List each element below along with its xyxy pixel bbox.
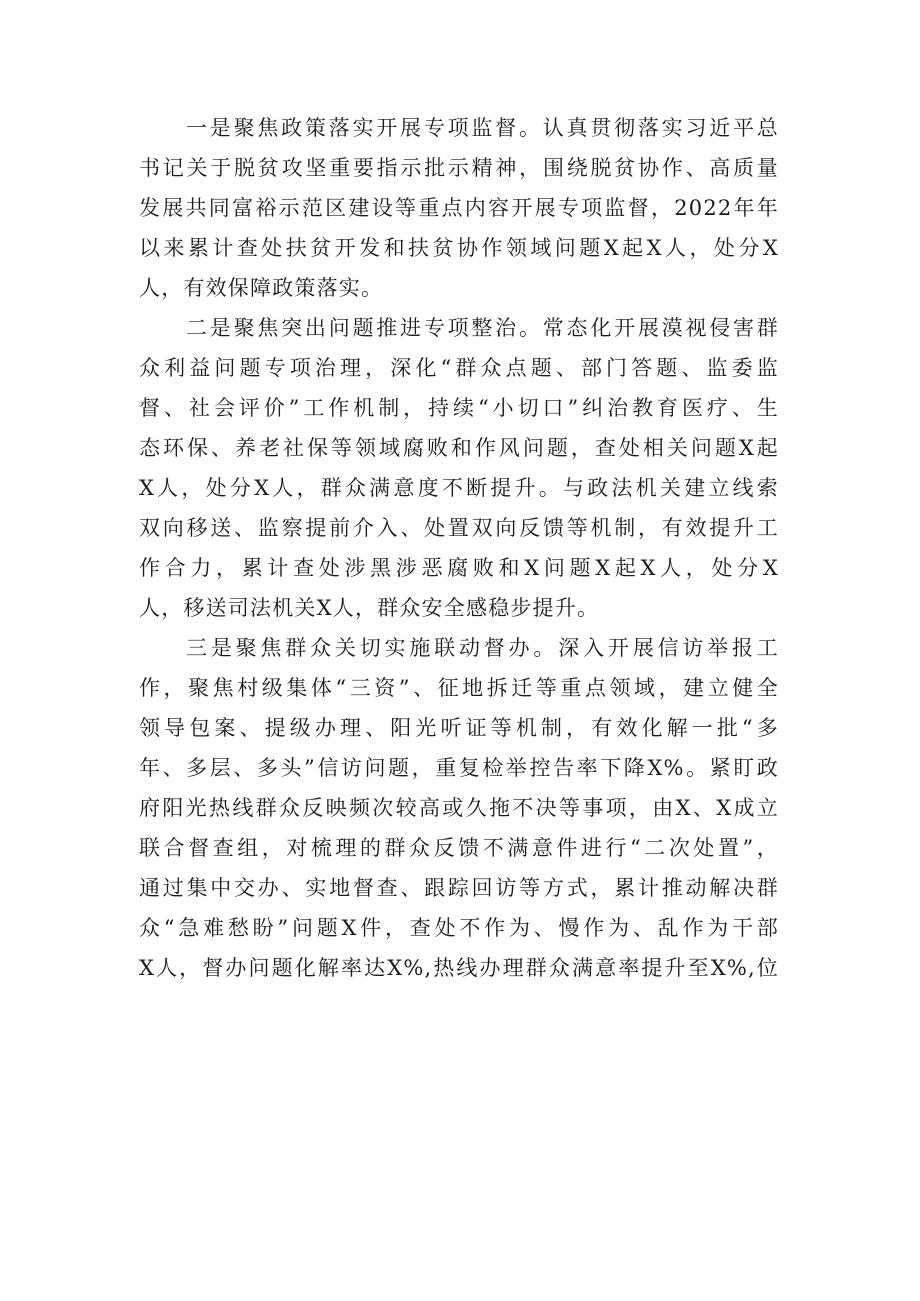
text-line: 二是聚焦突出问题推进专项整治。常态化开展漠视侵害群 [186, 316, 779, 340]
text-line: 三是聚焦群众关切实施联动督办。深入开展信访举报工 [186, 636, 779, 660]
text-line: X人，处分X人，群众满意度不断提升。与政法机关建立线索 [139, 476, 779, 500]
paragraph-2 [139, 308, 779, 628]
text-line: 态环保、养老社保等领域腐败和作风问题，查处相关问题X起 [139, 436, 779, 460]
text-line: 以来累计查处扶贫开发和扶贫协作领域问题X起X人，处分X [139, 236, 779, 260]
paragraph-1 [139, 108, 779, 308]
text-line: 一是聚焦政策落实开展专项监督。认真贯彻落实习近平总 [186, 116, 779, 140]
text-line: 通过集中交办、实地督查、跟踪回访等方式，累计推动解决群 [139, 876, 779, 900]
text-line: 府阳光热线群众反映频次较高或久拖不决等事项，由X、X成立 [139, 796, 779, 820]
text-line: X人，督办问题化解率达X%,热线办理群众满意率提升至X%,位 [139, 956, 779, 980]
text-line: 书记关于脱贫攻坚重要指示批示精神，围绕脱贫协作、高质量 [139, 156, 779, 180]
text-line: 人，有效保障政策落实。 [139, 276, 384, 300]
text-line: 作，聚焦村级集体“三资”、征地拆迁等重点领域，建立健全 [139, 676, 779, 700]
text-line: 作合力，累计查处涉黑涉恶腐败和X问题X起X人，处分X [139, 556, 779, 580]
text-line: 年、多层、多头”信访问题，重复检举控告率下降X%。紧盯政 [139, 756, 779, 780]
text-line: 人，移送司法机关X人，群众安全感稳步提升。 [139, 596, 600, 620]
text-line: 发展共同富裕示范区建设等重点内容开展专项监督，2022年年 [139, 196, 779, 220]
text-line: 领导包案、提级办理、阳光听证等机制，有效化解一批“多 [139, 716, 779, 740]
paragraph-3 [139, 628, 779, 988]
document-body [139, 108, 779, 988]
text-line: 众“急难愁盼”问题X件，查处不作为、慢作为、乱作为干部 [139, 916, 779, 940]
text-line: 双向移送、监察提前介入、处置双向反馈等机制，有效提升工 [139, 516, 779, 540]
text-line: 众利益问题专项治理，深化“群众点题、部门答题、监委监 [139, 356, 779, 380]
text-line: 联合督查组，对梳理的群众反馈不满意件进行“二次处置”， [139, 836, 779, 860]
text-line: 督、社会评价”工作机制，持续“小切口”纠治教育医疗、生 [139, 396, 779, 420]
